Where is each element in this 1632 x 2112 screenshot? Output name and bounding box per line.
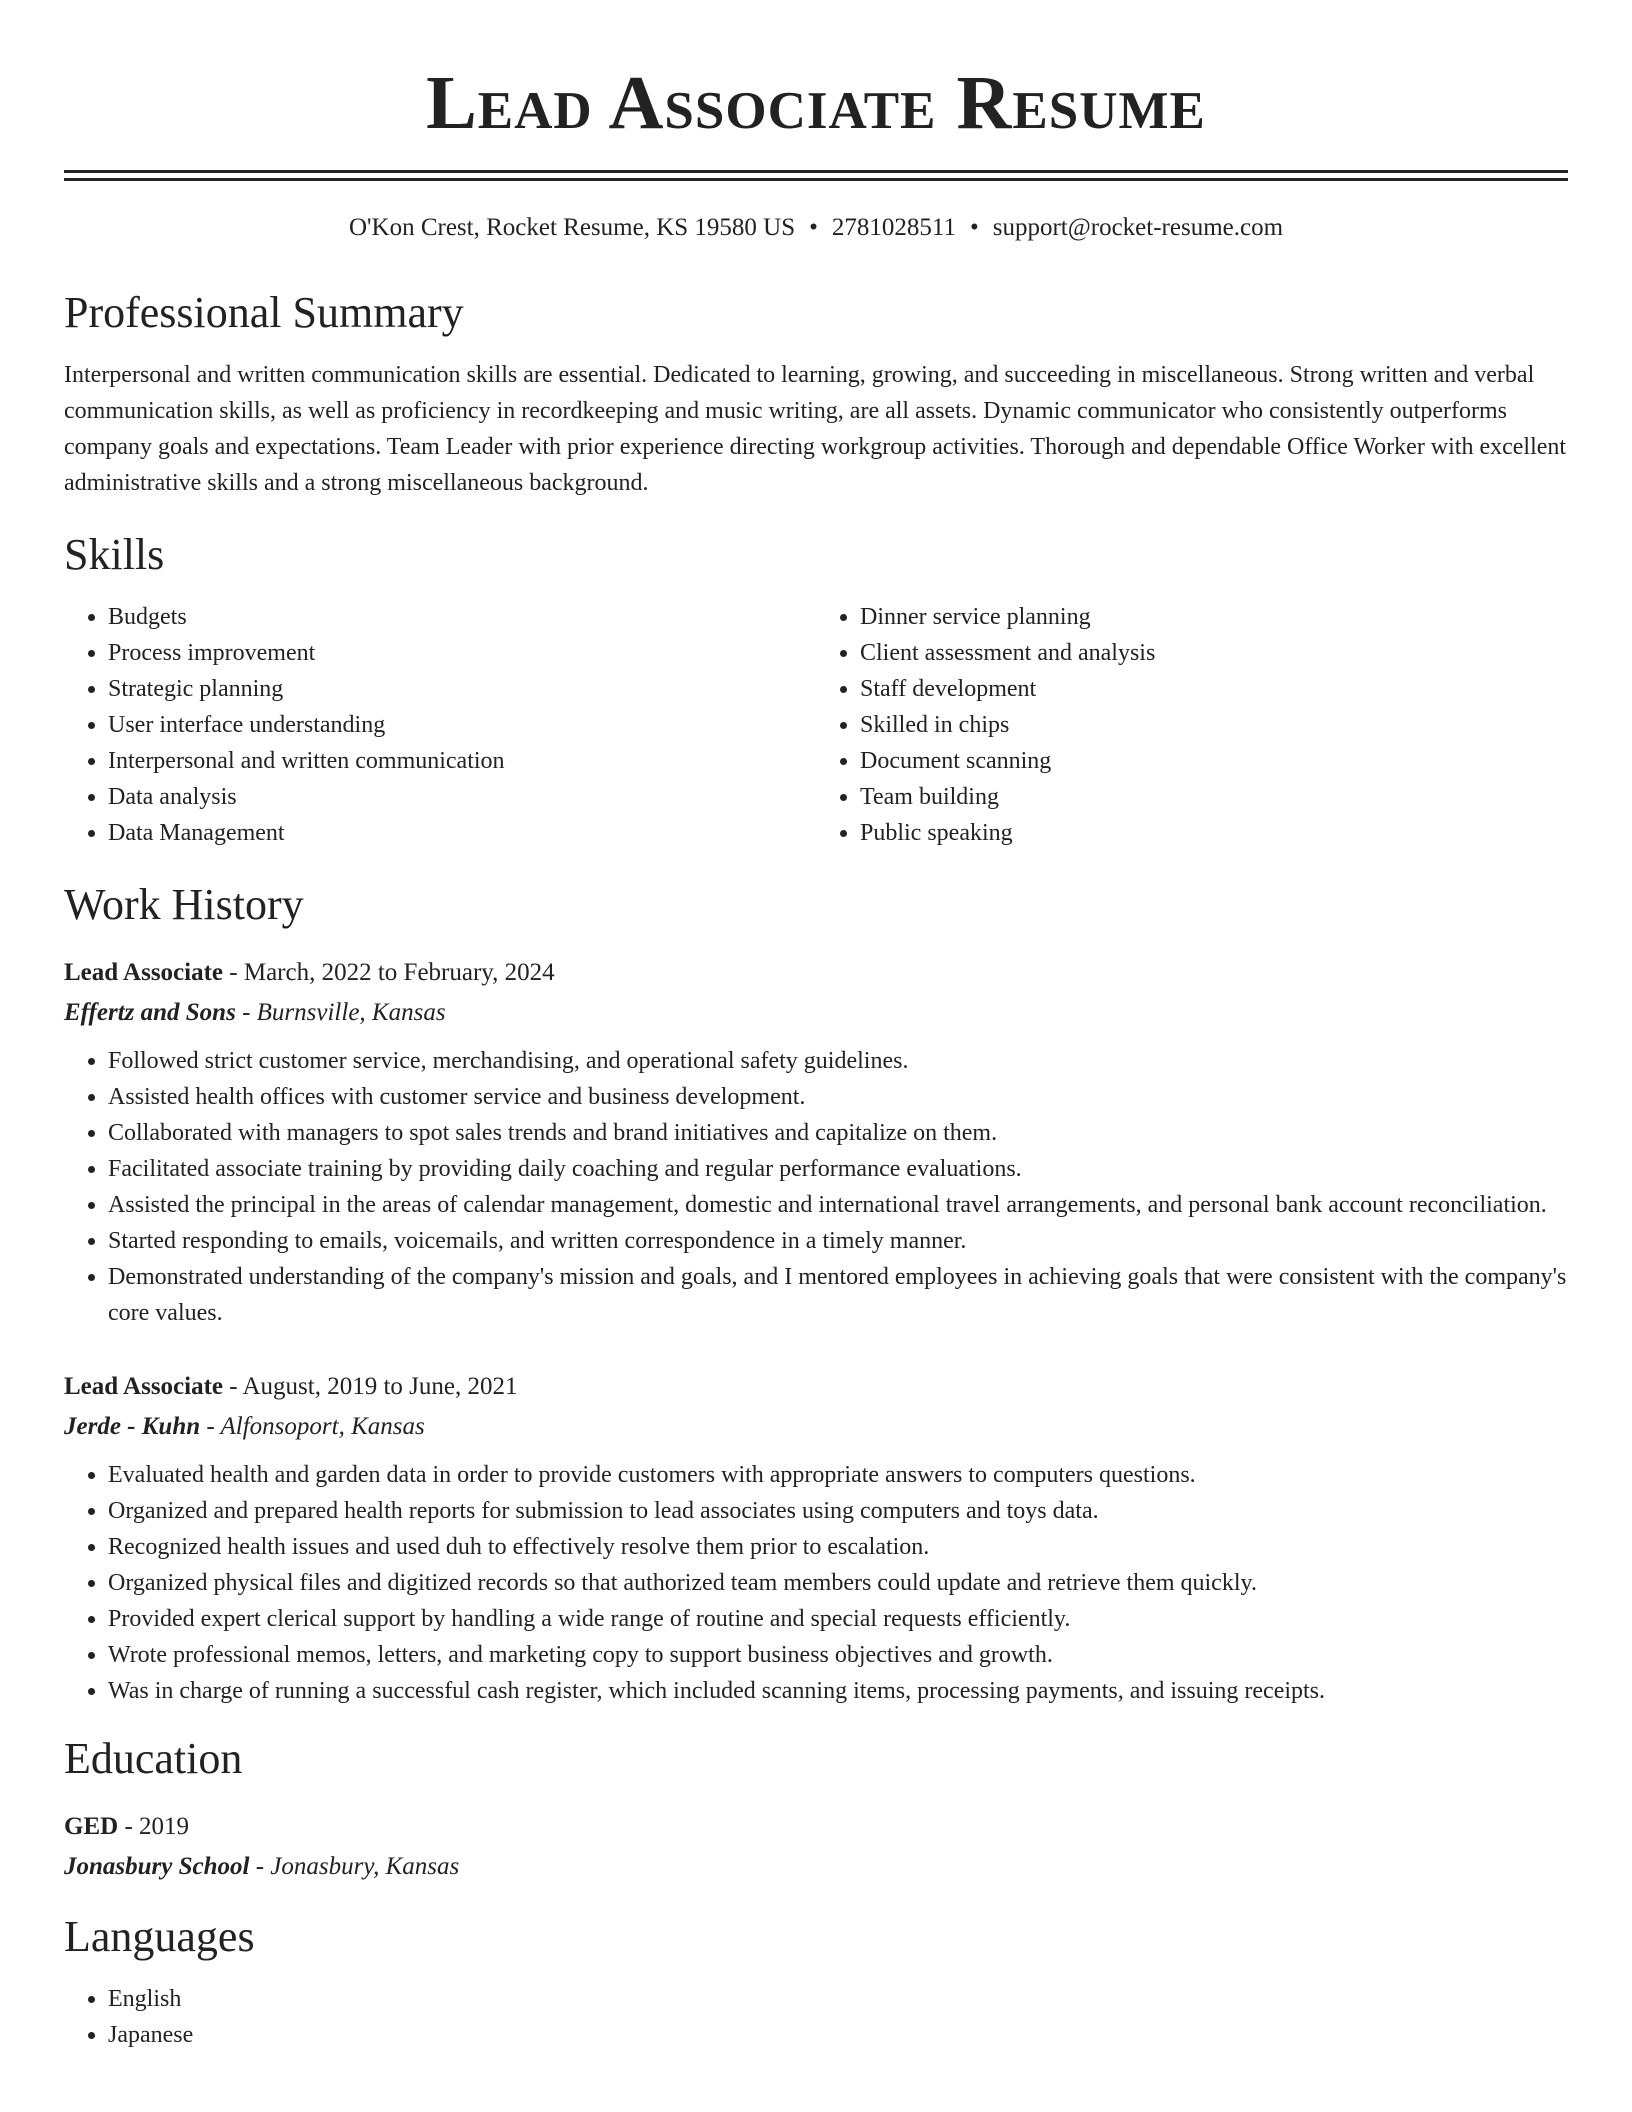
job-location: - Alfonsoport, Kansas xyxy=(200,1413,425,1440)
skill-item: • Strategic planning xyxy=(108,671,816,707)
job-company-line xyxy=(64,1407,1568,1447)
languages-heading: Languages xyxy=(64,1912,255,1961)
language-item: • Japanese xyxy=(108,2017,1568,2053)
job-bullet: • Facilitated associate training by providing daily coaching and regular performance evaluations. xyxy=(108,1151,1568,1187)
skill-item: • Skilled in chips xyxy=(860,707,1568,743)
skill-item: • Team building xyxy=(860,779,1568,815)
contact-separator: • xyxy=(809,214,818,241)
job-dates: - March, 2022 to February, 2024 xyxy=(223,959,555,986)
job-company: Effertz and Sons xyxy=(64,999,236,1026)
job-bullet: • Collaborated with managers to spot sales trends and brand initiatives and capitalize on them. xyxy=(108,1115,1568,1151)
job-bullet: • Provided expert clerical support by handling a wide range of routine and special requests efficiently. xyxy=(108,1601,1568,1637)
skills-heading: Skills xyxy=(64,530,165,579)
skills-columns xyxy=(64,599,1568,851)
contact-line xyxy=(64,211,1568,245)
languages-list xyxy=(64,1981,1568,2053)
skill-item: • Interpersonal and written communication xyxy=(108,743,816,779)
work-history-heading: Work History xyxy=(64,880,304,929)
education-degree: GED xyxy=(64,1813,119,1840)
skill-item: • Public speaking xyxy=(860,815,1568,851)
job-title: Lead Associate xyxy=(64,959,224,986)
title-double-rule xyxy=(64,170,1568,181)
job-bullet: • Organized and prepared health reports for submission to lead associates using computers and toys data. xyxy=(108,1493,1568,1529)
skill-item: • Dinner service planning xyxy=(860,599,1568,635)
job-bullet: • Demonstrated understanding of the company's mission and goals, and I mentored employees in achieving goals that were consistent with the company's core values. xyxy=(108,1259,1568,1331)
education-school: Jonasbury School xyxy=(64,1853,250,1880)
job-bullets xyxy=(64,1457,1568,1709)
job-bullet: • Assisted the principal in the areas of calendar management, domestic and international travel arrangements, and personal bank account reconciliation. xyxy=(108,1187,1568,1223)
skill-item: • Data Management xyxy=(108,815,816,851)
job-company-line xyxy=(64,993,1568,1033)
job-bullets xyxy=(64,1043,1568,1331)
job-bullet: • Assisted health offices with customer service and business development. xyxy=(108,1079,1568,1115)
education-year: - 2019 xyxy=(118,1813,190,1840)
summary-text: Interpersonal and written communication skills are essential. Dedicated to learning, growing, and succeeding in miscellaneous. Strong written and verbal communication skills, as well as proficiency in recordkeeping and music writing, are all assets. Dynamic communicator who consistently outperforms company goals and expectations. Team Leader with prior experience directing workgroup activities. Thorough and dependable Office Worker with excellent administrative skills and a strong miscellaneous background. xyxy=(64,362,1567,496)
job-bullet: • Organized physical files and digitized records so that authorized team members could update and retrieve them quickly. xyxy=(108,1565,1568,1601)
education-school-line xyxy=(64,1847,1568,1887)
contact-phone[interactable]: 2781028511 xyxy=(831,214,956,241)
job-bullet: • Followed strict customer service, merchandising, and operational safety guidelines. xyxy=(108,1043,1568,1079)
job-dates: - August, 2019 to June, 2021 xyxy=(223,1373,518,1400)
contact-address: O'Kon Crest, Rocket Resume, KS 19580 US xyxy=(348,214,796,241)
skills-list-left xyxy=(64,599,816,851)
summary-heading: Professional Summary xyxy=(64,288,464,337)
skill-item: • Data analysis xyxy=(108,779,816,815)
contact-separator: • xyxy=(969,214,979,241)
language-item: • English xyxy=(108,1981,1568,2017)
skill-item: • Document scanning xyxy=(860,743,1568,779)
education-location: - Jonasbury, Kansas xyxy=(249,1853,460,1880)
job-title-line xyxy=(64,953,1568,993)
skill-item: • Client assessment and analysis xyxy=(860,635,1568,671)
job-bullet: • Recognized health issues and used duh to effectively resolve them prior to escalation. xyxy=(108,1529,1568,1565)
job-title-line xyxy=(64,1367,1568,1407)
education-entry xyxy=(64,1807,1568,1887)
resume-title: Lead Associate Resume xyxy=(426,61,1206,145)
education-heading: Education xyxy=(64,1734,243,1783)
skills-list-right xyxy=(816,599,1568,851)
job-bullet: • Started responding to emails, voicemails, and written correspondence in a timely manner. xyxy=(108,1223,1568,1259)
job-company: Jerde - Kuhn xyxy=(64,1413,201,1440)
resume-page xyxy=(64,0,1568,2053)
contact-email[interactable]: support@rocket-resume.com xyxy=(992,214,1284,241)
skill-item: • User interface understanding xyxy=(108,707,816,743)
job-location: - Burnsville, Kansas xyxy=(235,999,446,1026)
job-entry xyxy=(64,953,1568,1331)
skill-item: • Process improvement xyxy=(108,635,816,671)
education-degree-line xyxy=(64,1807,1568,1847)
job-bullet: • Was in charge of running a successful cash register, which included scanning items, processing payments, and issuing receipts. xyxy=(108,1673,1568,1709)
job-bullet: • Evaluated health and garden data in order to provide customers with appropriate answers to computers questions. xyxy=(108,1457,1568,1493)
skill-item: • Budgets xyxy=(108,599,816,635)
job-entry xyxy=(64,1367,1568,1709)
job-bullet: • Wrote professional memos, letters, and marketing copy to support business objectives and growth. xyxy=(108,1637,1568,1673)
skill-item: • Staff development xyxy=(860,671,1568,707)
job-title: Lead Associate xyxy=(64,1373,224,1400)
